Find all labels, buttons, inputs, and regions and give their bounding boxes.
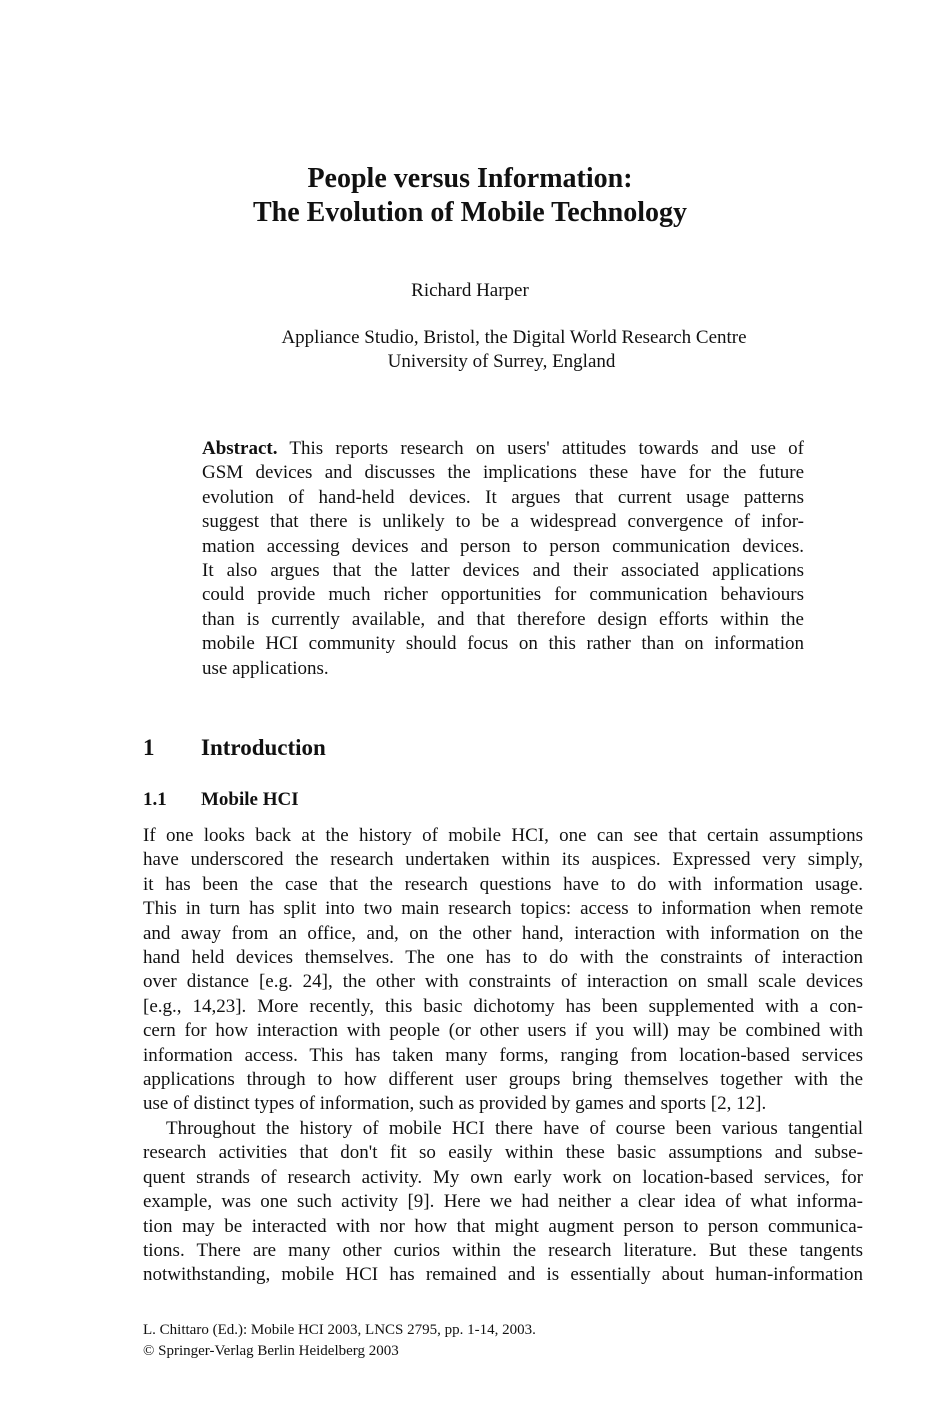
paragraph-line: applications through to how different user groups bring themselves together with the bbox=[143, 1069, 863, 1091]
paragraph-line: Throughout the history of mobile HCI there have of course been various tangential bbox=[166, 1117, 863, 1139]
paragraph-line: cern for how interaction with people (or other users if you will) may be combined with bbox=[143, 1020, 863, 1042]
paragraph-line: tions. There are many other curios within the research literature. But these tangents bbox=[143, 1239, 863, 1261]
title-line-1: People versus Information: bbox=[307, 163, 633, 194]
paragraph-line: and away from an office, and, on the other hand, interaction with information on the bbox=[143, 922, 863, 944]
title-line-2: The Evolution of Mobile Technology bbox=[252, 197, 688, 228]
paragraph-line: information access. This has taken many forms, ranging from location-based services bbox=[143, 1044, 863, 1066]
page-footer bbox=[143, 1320, 536, 1362]
footer-copyright: © Springer-Verlag Berlin Heidelberg 2003 bbox=[143, 1343, 399, 1359]
paragraph-line: it has been the case that the research questions have to do with information usage. bbox=[143, 873, 863, 895]
abstract-line: mobile HCI community should focus on this rather than on information bbox=[202, 633, 804, 655]
affiliation-line-1: Appliance Studio, Bristol, the Digital World Research Centre bbox=[281, 327, 747, 348]
section-heading bbox=[143, 733, 326, 763]
abstract-line: GSM devices and discusses the implications these have for the future bbox=[202, 462, 804, 484]
paragraph-line: tion may be interacted with nor how that might augment person to person communica- bbox=[143, 1215, 863, 1237]
paragraph-line: example, was one such activity [9]. Here we had neither a clear idea of what informa- bbox=[143, 1191, 863, 1213]
abstract-line: use applications. bbox=[202, 657, 329, 679]
abstract-line bbox=[202, 437, 804, 461]
subsection-title: Mobile HCI bbox=[201, 789, 299, 810]
subsection-number: 1.1 bbox=[143, 789, 167, 810]
paragraph-line: have underscored the research undertaken within its auspices. Expressed very simply, bbox=[143, 849, 863, 871]
abstract-label: Abstract. bbox=[202, 438, 278, 459]
abstract-line: evolution of hand-held devices. It argues that current usage patterns bbox=[202, 486, 804, 508]
paragraph-line: notwithstanding, mobile HCI has remained and is essentially about human-information bbox=[143, 1264, 863, 1286]
paragraph-line: hand held devices themselves. The one has to do with the constraints of interaction bbox=[143, 947, 863, 969]
paragraph-line: use of distinct types of information, such as provided by games and sports [2, 12]. bbox=[143, 1093, 767, 1115]
abstract-line: mation accessing devices and person to person communication devices. bbox=[202, 535, 804, 557]
paragraph-line: research activities that don't fit so easily within these basic assumptions and subse- bbox=[143, 1142, 863, 1164]
paper-title bbox=[0, 162, 940, 230]
paragraph-line: This in turn has split into two main research topics: access to information when remote bbox=[143, 898, 863, 920]
author-affiliation bbox=[0, 326, 940, 374]
subsection-heading bbox=[143, 788, 299, 812]
abstract-line: suggest that there is unlikely to be a widespread convergence of infor- bbox=[202, 511, 804, 533]
abstract-line: than is currently available, and that therefore design efforts within the bbox=[202, 608, 804, 630]
paragraph-line: over distance [e.g. 24], the other with constraints of interaction on small scale devices bbox=[143, 971, 863, 993]
abstract-text: This reports research on users' attitudes towards and use of bbox=[289, 438, 804, 459]
abstract-line: could provide much richer opportunities for communication behaviours bbox=[202, 584, 804, 606]
footer-citation: L. Chittaro (Ed.): Mobile HCI 2003, LNCS 2795, pp. 1-14, 2003. bbox=[143, 1322, 536, 1338]
author-name: Richard Harper bbox=[411, 280, 529, 301]
paragraph-line: If one looks back at the history of mobile HCI, one can see that certain assumptions bbox=[143, 825, 863, 846]
body-text bbox=[143, 824, 863, 1288]
abstract-line: It also argues that the latter devices and their associated applications bbox=[202, 560, 804, 582]
abstract bbox=[202, 437, 804, 681]
section-title: Introduction bbox=[201, 735, 326, 760]
paragraph-line: [e.g., 14,23]. More recently, this basic dichotomy has been supplemented with a con- bbox=[143, 995, 863, 1017]
section-number: 1 bbox=[143, 735, 155, 760]
paragraph-line: quent strands of research activity. My own early work on location-based services, for bbox=[143, 1166, 863, 1188]
affiliation-line-2: University of Surrey, England bbox=[387, 351, 616, 372]
